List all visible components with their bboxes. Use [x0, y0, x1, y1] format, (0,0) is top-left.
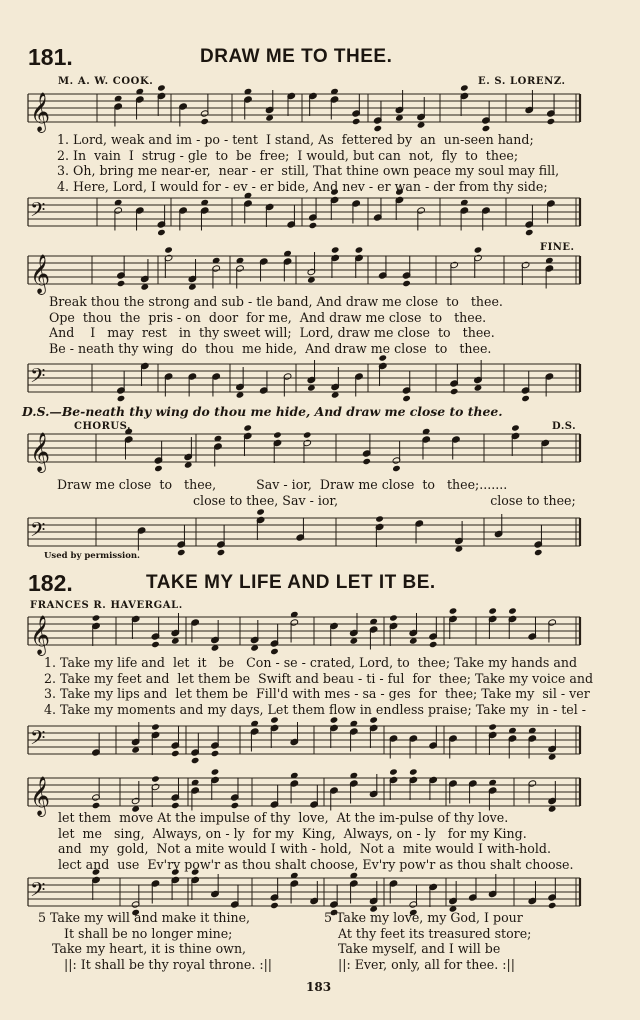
note-head [309, 222, 318, 229]
stanza-line: Take my heart, it is thine own, [52, 941, 247, 957]
bass-clef-icon: 𝄢 [30, 878, 46, 906]
chorus-lyrics [57, 477, 507, 493]
note-head [171, 750, 180, 757]
hymn-181-author: M. A. W. COOK. [58, 76, 154, 87]
verse-text: lect and use Ev'ry pow'r as thou shalt choose, Ev'ry pow'r as thou shalt choose. [58, 856, 574, 872]
hymn-182-number: 182. [28, 570, 73, 596]
hymn-182-title: TAKE MY LIFE AND LET IT BE. [146, 572, 436, 593]
hymn-181-verses-line1 [57, 132, 559, 194]
note-head [511, 424, 520, 431]
note-head [231, 802, 240, 809]
note-head [217, 549, 226, 556]
verse-text: Break thou the strong and sub - tle band, And draw me close to thee. [49, 294, 503, 309]
note-head [243, 424, 252, 431]
hymn-182-verses-line1 [44, 655, 593, 717]
verse-text: and my gold, Not a mite would I with - hold, Not a mite would I with-hold. [58, 841, 551, 857]
note-head [211, 750, 220, 757]
note-head [409, 768, 418, 775]
verse-text: 4. Take my moments and my days, Let them flow in endless praise; Take my in - tel - [44, 701, 587, 717]
stanza-5-left [38, 910, 272, 972]
note-head [449, 607, 458, 614]
hymn-181-title: DRAW ME TO THEE. [200, 46, 393, 67]
note-head [92, 802, 101, 809]
chorus-text: close to thee, Sav - ior, close to thee; [193, 493, 576, 508]
fine-marking: FINE. [540, 242, 575, 253]
verse-text: 3. Oh, bring me near-er, near - er still, That thine own peace my soul may fill, [57, 163, 560, 179]
stanza-line: ||: Ever, only, all for thee. :|| [338, 956, 515, 972]
verse-text: 2. Take my feet and let them be Swift and beau - ti - ful for thee; Take my voice and [44, 670, 594, 686]
note-head [164, 246, 173, 253]
note-head [151, 641, 160, 648]
note-head [171, 802, 180, 809]
note-head [157, 229, 166, 236]
stanza-line: At thy feet its treasured store; [338, 925, 532, 941]
treble-clef-icon: 𝄞 [30, 432, 51, 472]
bass-clef-icon: 𝄢 [30, 518, 46, 546]
verse-text: Ope thou the pris - on door for me, And draw me close to thee. [49, 309, 487, 325]
note-head [429, 641, 438, 648]
note-head [488, 607, 497, 614]
stanza-line: It shall be no longer mine; [64, 925, 233, 941]
note-head [273, 431, 282, 438]
note-head [191, 757, 200, 764]
note-head [157, 84, 166, 91]
note-head [402, 395, 411, 402]
stanza-5-right [324, 910, 531, 972]
page-number: 183 [306, 980, 332, 994]
verse-text: 3. Take my lips and let them be Fill'd with mes - sa - ges for thee; Take my sil - ver [44, 686, 590, 702]
verse-text: And I may rest in thy sweet will; Lord, draw me close to thee. [49, 325, 495, 341]
permission-note: Used by permission. [44, 551, 141, 561]
stanza-line: 5 Take my love, my God, I pour [324, 910, 523, 925]
verse-text: 4. Here, Lord, I would for - ev - er bide, And nev - er wan - der from thy side; [57, 178, 548, 194]
note-head [389, 768, 398, 775]
treble-clef-icon: 𝄞 [30, 92, 51, 132]
note-head [450, 388, 459, 395]
note-head [392, 465, 401, 472]
note-head [211, 768, 220, 775]
note-head [362, 458, 371, 465]
note-head [151, 723, 160, 730]
note-head [270, 902, 279, 909]
hymn-181-verses-line2 [49, 294, 503, 356]
ds-label: D.S. [552, 421, 577, 432]
note-head [548, 902, 557, 909]
note-head [177, 549, 186, 556]
note-head [151, 775, 160, 782]
treble-clef-icon: 𝄞 [30, 254, 51, 294]
note-head [92, 614, 101, 621]
treble-clef-icon: 𝄞 [30, 615, 51, 655]
note-head [369, 716, 378, 723]
note-head [474, 246, 483, 253]
note-head [330, 716, 339, 723]
note-head [521, 395, 530, 402]
verse-text: Be - neath thy wing do thou me hide, And draw me close to thee. [49, 340, 492, 356]
note-head [352, 118, 361, 125]
bass-clef-icon: 𝄢 [30, 364, 46, 392]
verse-text: 2. In vain I strug - gle to be free; I would, but can not, fly to thee; [57, 147, 519, 163]
note-head [117, 395, 126, 402]
note-head [355, 246, 364, 253]
note-head [375, 515, 384, 522]
note-head [534, 549, 543, 556]
note-head [303, 431, 312, 438]
note-head [460, 84, 469, 91]
verse-text: 1. Take my life and let it be Con - se - crated, Lord, to thee; Take my hands and [44, 655, 578, 670]
note-head [270, 716, 279, 723]
stanza-line: Take myself, and I will be [338, 941, 501, 957]
hymn-181-number: 181. [28, 44, 73, 70]
verse-text: 1. Lord, weak and im - po - tent I stand, As fettered by an un-seen hand; [57, 132, 534, 147]
verse-text: let them move At the impulse of thy love, At the im-pulse of thy love. [58, 810, 509, 825]
note-head [402, 280, 411, 287]
chorus-lyrics-alt [193, 493, 576, 509]
treble-clef-icon: 𝄞 [30, 776, 51, 816]
chorus-label: CHORUS. [74, 421, 131, 432]
chorus-text: Draw me close to thee, Sav - ior, Draw me close to thee;....... [57, 477, 508, 492]
verse-text: let me sing, Always, on - ly for my King, Always, on - ly for my King. [58, 825, 527, 841]
note-head [488, 723, 497, 730]
note-head [154, 465, 163, 472]
hymn-182-verses-line2 [58, 810, 573, 872]
bass-clef-icon: 𝄢 [30, 198, 46, 226]
stanza-line: 5 Take my will and make it thine, [38, 910, 251, 925]
note-head [200, 118, 209, 125]
ds-instruction: D.S.—Be-neath thy wing do thou me hide, And draw me close to thee. [22, 404, 503, 419]
note-head [389, 614, 398, 621]
hymn-181-composer: E. S. LORENZ. [478, 76, 566, 87]
note-head [331, 246, 340, 253]
note-head [508, 607, 517, 614]
note-head [547, 118, 556, 125]
note-head [256, 508, 265, 515]
bass-clef-icon: 𝄢 [30, 726, 46, 754]
note-head [117, 280, 126, 287]
note-head [525, 229, 534, 236]
hymn-182-author: FRANCES R. HAVERGAL. [30, 600, 183, 611]
stanza-line: ||: It shall be thy royal throne. :|| [64, 956, 273, 972]
